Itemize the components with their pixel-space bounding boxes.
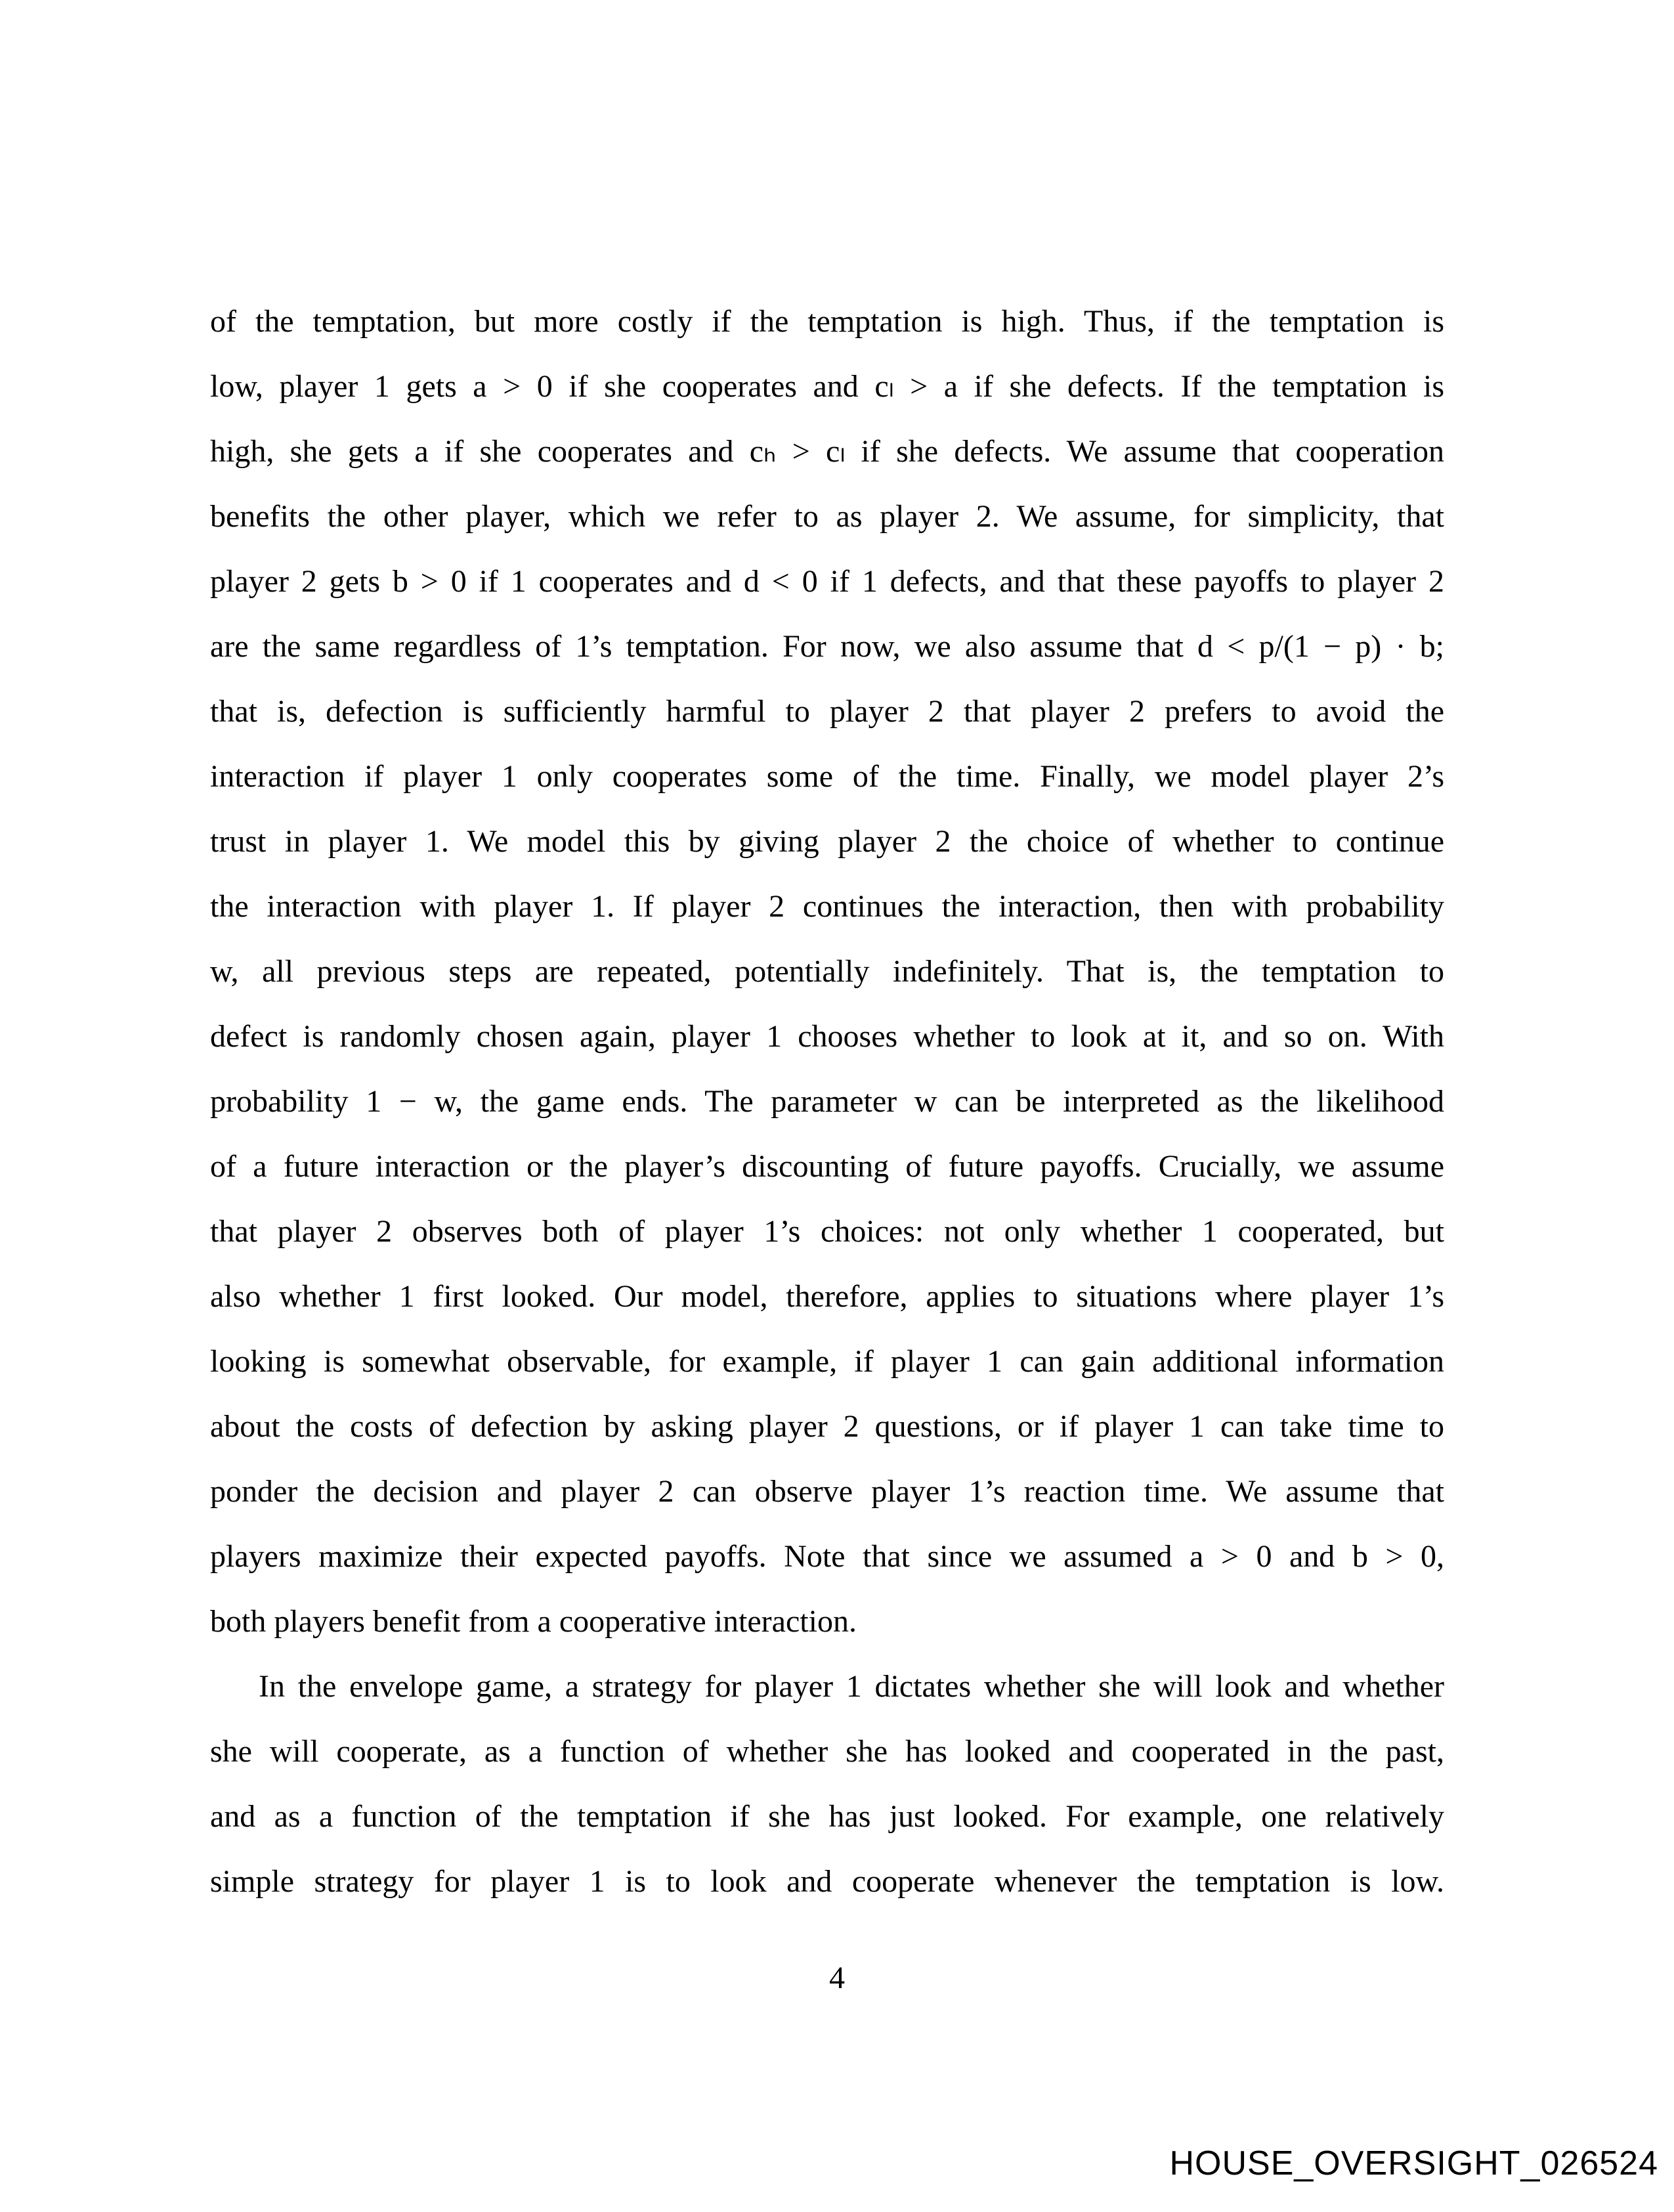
text-line: about the costs of defection by asking player 2 questions, or if player 1 can take time to	[210, 1409, 1444, 1444]
text-line: that is, defection is sufficiently harmful to player 2 that player 2 prefers to avoid the	[210, 694, 1444, 729]
text-line: also whether 1 first looked. Our model, therefore, applies to situations where player 1’s	[210, 1279, 1444, 1314]
text-line: probability 1 − w, the game ends. The parameter w can be interpreted as the likelihood	[210, 1084, 1444, 1119]
text-line: simple strategy for player 1 is to look and cooperate whenever the temptation is low.	[210, 1864, 1444, 1899]
text-line: are the same regardless of 1’s temptation. For now, we also assume that d < p/(1 − p) · b;	[210, 629, 1444, 664]
text-line: player 2 gets b > 0 if 1 cooperates and d < 0 if 1 defects, and that these payoffs to player 2	[210, 564, 1444, 599]
paragraph-1	[210, 289, 1444, 1654]
text-line: defect is randomly chosen again, player 1 chooses whether to look at it, and so on. With	[210, 1019, 1444, 1054]
text-line: she will cooperate, as a function of whether she has looked and cooperated in the past,	[210, 1734, 1444, 1769]
text-line: of the temptation, but more costly if the temptation is high. Thus, if the temptation is	[210, 304, 1444, 339]
text-line: w, all previous steps are repeated, potentially indefinitely. That is, the temptation to	[210, 954, 1444, 989]
text-line: benefits the other player, which we refer to as player 2. We assume, for simplicity, that	[210, 499, 1444, 534]
bates-stamp: HOUSE_OVERSIGHT_026524	[1169, 2144, 1658, 2182]
text-line: high, she gets a if she cooperates and cₕ > cₗ if she defects. We assume that cooperation	[210, 434, 1444, 469]
text-line: and as a function of the temptation if she has just looked. For example, one relatively	[210, 1799, 1444, 1834]
page-number: 4	[829, 1961, 845, 1995]
text-line: looking is somewhat observable, for example, if player 1 can gain additional information	[210, 1344, 1444, 1379]
paragraph-2	[210, 1654, 1444, 1914]
body-text	[210, 289, 1444, 1914]
text-line: ponder the decision and player 2 can observe player 1’s reaction time. We assume that	[210, 1474, 1444, 1509]
text-line: In the envelope game, a strategy for player 1 dictates whether she will look and whether	[259, 1669, 1444, 1704]
text-line: of a future interaction or the player’s discounting of future payoffs. Crucially, we assume	[210, 1149, 1444, 1184]
text-line: low, player 1 gets a > 0 if she cooperates and cₗ > a if she defects. If the temptation is	[210, 369, 1444, 404]
text-line: both players benefit from a cooperative interaction.	[210, 1604, 857, 1639]
text-line: trust in player 1. We model this by giving player 2 the choice of whether to continue	[210, 824, 1444, 859]
text-line: players maximize their expected payoffs. Note that since we assumed a > 0 and b > 0,	[210, 1539, 1444, 1574]
text-line: interaction if player 1 only cooperates some of the time. Finally, we model player 2’s	[210, 759, 1444, 794]
text-line: that player 2 observes both of player 1’s choices: not only whether 1 cooperated, but	[210, 1214, 1444, 1249]
text-line: the interaction with player 1. If player 2 continues the interaction, then with probability	[210, 889, 1444, 924]
